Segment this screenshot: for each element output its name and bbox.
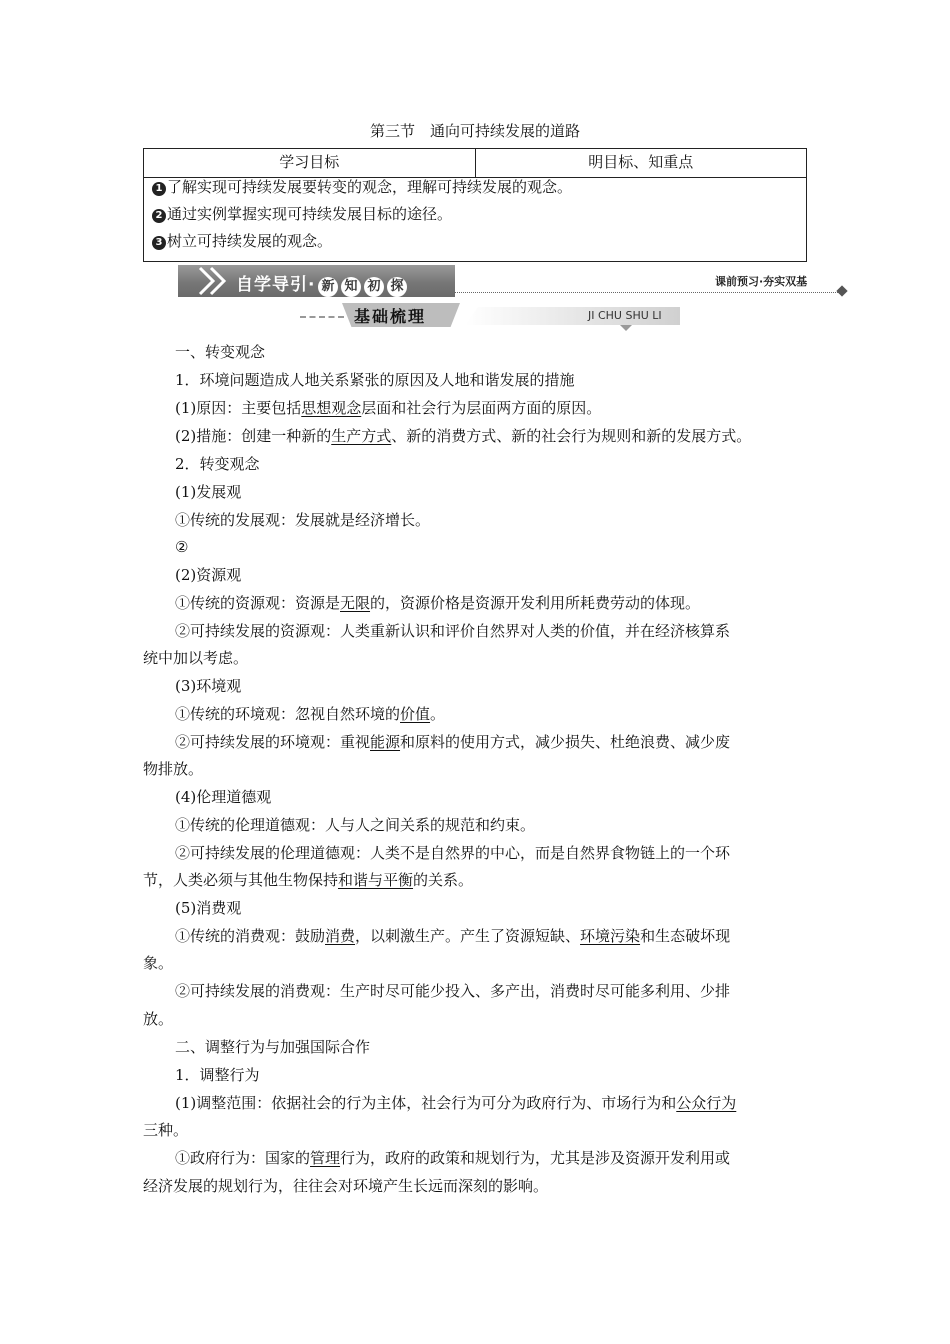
text-span: 层面和社会行为层面两方面的原因。 (361, 399, 602, 417)
heading-line: 二、调整行为与加强国际合作 (175, 1038, 371, 1056)
underlined-answer: 公众行为 (676, 1094, 737, 1112)
banner-right-text: 课前预习·夯实双基 (715, 275, 808, 288)
learning-goals-table (143, 148, 807, 262)
text-line: 放。 (143, 1010, 174, 1028)
underlined-answer: 生产方式 (331, 427, 392, 445)
text-span: ①传统的消费观：鼓励 (175, 927, 326, 945)
chevron-arrows-icon (196, 265, 236, 297)
text-line: 统中加以考虑。 (143, 649, 249, 667)
text-line: ② (175, 538, 189, 556)
goal-number-badge: 2 (152, 209, 166, 223)
text-line: ②可持续发展的消费观：生产时尽可能少投入、多产出，消费时尽可能多利用、少排 (175, 982, 731, 1000)
underlined-answer: 价值 (400, 705, 431, 723)
text-line: 三种。 (143, 1121, 189, 1139)
goals-table-header (144, 149, 806, 178)
goals-col-left: 学习目标 (144, 149, 476, 177)
heading-line: 一、转变观念 (175, 343, 266, 361)
text-span: ，以刺激生产。产生了资源短缺、 (355, 927, 581, 945)
underlined-answer: 消费 (325, 927, 356, 945)
text-line (143, 870, 473, 890)
underlined-answer: 无限 (340, 594, 371, 612)
goal-item (152, 177, 572, 197)
goal-item (152, 204, 452, 224)
text-line: ①传统的发展观：发展就是经济增长。 (175, 511, 431, 529)
text-line (175, 732, 730, 752)
text-line (175, 1148, 730, 1168)
banner-circled-char: 初 (364, 277, 384, 297)
triangle-down-icon (620, 325, 632, 331)
text-line (175, 398, 601, 418)
text-line: (1)发展观 (175, 483, 242, 501)
text-line (175, 426, 751, 446)
goal-text: 通过实例掌握实现可持续发展目标的途径。 (167, 205, 453, 223)
text-line (175, 926, 730, 946)
sub-banner-title: 基础梳理 (354, 307, 427, 326)
text-span: ①政府行为：国家的 (175, 1149, 311, 1167)
underlined-answer: 能源 (370, 733, 401, 751)
text-line: ①传统的伦理道德观：人与人之间关系的规范和约束。 (175, 816, 536, 834)
underlined-answer: 环境污染 (580, 927, 641, 945)
goal-text: 树立可持续发展的观念。 (167, 232, 333, 250)
goal-item (152, 231, 332, 251)
goal-text: 了解实现可持续发展要转变的观念，理解可持续发展的观念。 (167, 178, 573, 196)
underlined-answer: 和谐与平衡 (338, 871, 414, 889)
text-line: 1．调整行为 (175, 1066, 260, 1084)
underlined-answer: 管理 (310, 1149, 341, 1167)
text-line: ②可持续发展的伦理道德观：人类不是自然界的中心，而是自然界食物链上的一个环 (175, 844, 731, 862)
text-line: 经济发展的规划行为，往往会对环境产生长远而深刻的影响。 (143, 1177, 549, 1195)
sub-banner-pinyin: JI CHU SHU LI (588, 309, 662, 322)
text-line: (2)资源观 (175, 566, 242, 584)
text-span: (2)措施：创建一种新的 (175, 427, 332, 445)
text-span: 、新的消费方式、新的社会行为规则和新的发展方式。 (391, 427, 752, 445)
diamond-icon (836, 285, 847, 296)
goals-col-right: 明目标、知重点 (588, 153, 694, 171)
text-span: 。 (430, 705, 446, 723)
banner-circled-char: 新 (318, 277, 338, 297)
text-span: ①传统的环境观：忽视自然环境的 (175, 705, 401, 723)
text-line (175, 1093, 736, 1113)
page-title: 第三节 通向可持续发展的道路 (369, 122, 580, 140)
section-banner (178, 265, 455, 297)
goal-number-badge: 3 (152, 236, 166, 250)
text-span: 行为，政府的政策和规划行为，尤其是涉及资源开发利用或 (340, 1149, 731, 1167)
text-span: 和生态破坏现 (640, 927, 731, 945)
banner-circled-char: 知 (341, 277, 361, 297)
text-line: (3)环境观 (175, 677, 242, 695)
text-span: 的关系。 (413, 871, 474, 889)
text-line: (5)消费观 (175, 899, 242, 917)
sub-banner-dash (300, 316, 344, 318)
text-line: 2．转变观念 (175, 455, 260, 473)
text-span: 节，人类必须与其他生物保持 (143, 871, 339, 889)
text-line: ②可持续发展的资源观：人类重新认识和评价自然界对人类的价值，并在经济核算系 (175, 622, 731, 640)
text-line: 物排放。 (143, 760, 204, 778)
text-line: 象。 (143, 954, 174, 972)
text-line (175, 593, 700, 613)
text-span: (1)调整范围：依据社会的行为主体，社会行为可分为政府行为、市场行为和 (175, 1094, 677, 1112)
text-span: 和原料的使用方式，减少损失、杜绝浪费、减少废 (400, 733, 731, 751)
goal-number-badge: 1 (152, 182, 166, 196)
underlined-answer: 思想观念 (301, 399, 362, 417)
text-span: ①传统的资源观：资源是 (175, 594, 341, 612)
text-span: 的，资源价格是资源开发利用所耗费劳动的体现。 (370, 594, 701, 612)
banner-main-text: 自学导引· (236, 275, 316, 295)
text-span: (1)原因：主要包括 (175, 399, 302, 417)
sub-section-banner (300, 303, 685, 331)
banner-dotted-line (455, 292, 840, 293)
text-line (175, 704, 445, 724)
banner-circled-char: 探 (387, 277, 407, 297)
text-span: ②可持续发展的环境观：重视 (175, 733, 371, 751)
text-line: (4)伦理道德观 (175, 788, 272, 806)
banner-heading (236, 270, 407, 297)
text-line: 1．环境问题造成人地关系紧张的原因及人地和谐发展的措施 (175, 371, 575, 389)
